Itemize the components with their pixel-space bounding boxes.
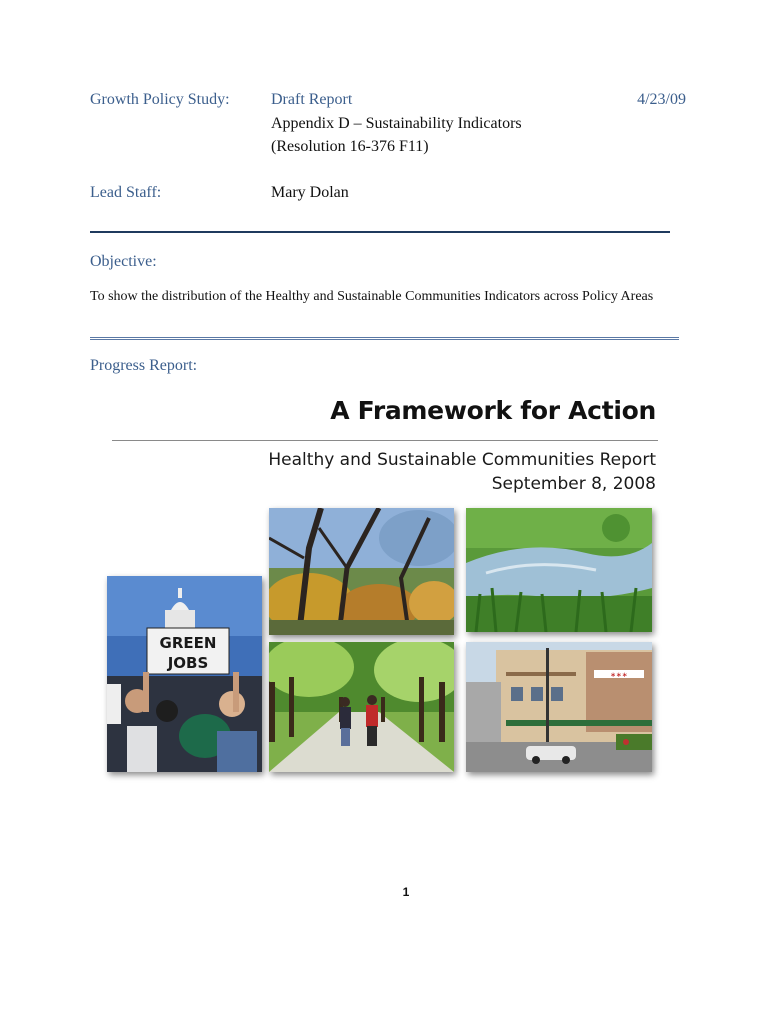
svg-text:JOBS: JOBS xyxy=(167,654,209,672)
section-divider xyxy=(90,231,670,233)
photo-autumn-park xyxy=(269,508,454,635)
progress-label: Progress Report: xyxy=(90,357,198,374)
objective-text: To show the distribution of the Healthy and Sustainable Communities Indicators across Policy Areas xyxy=(90,289,654,304)
svg-text:GREEN: GREEN xyxy=(159,634,217,652)
photo-green-jobs-rally xyxy=(107,576,262,772)
svg-text:∗∗∗: ∗∗∗ xyxy=(610,671,628,679)
double-divider xyxy=(90,337,679,340)
report-date: 4/23/09 xyxy=(637,91,686,108)
photo-walking-path xyxy=(269,642,454,772)
cover-subtitle: Healthy and Sustainable Communities Report xyxy=(268,450,656,470)
resolution-number: (Resolution 16-376 F11) xyxy=(271,138,429,155)
report-type: Draft Report xyxy=(271,91,353,108)
cover-title-rule xyxy=(112,440,658,441)
cover-date: September 8, 2008 xyxy=(491,474,656,494)
cover-title: A Framework for Action xyxy=(330,396,656,425)
lead-staff-label: Lead Staff: xyxy=(90,184,162,201)
study-label: Growth Policy Study: xyxy=(90,91,230,108)
page-number: 1 xyxy=(402,885,410,899)
photo-town-center xyxy=(466,642,652,772)
objective-label: Objective: xyxy=(90,253,157,270)
appendix-title: Appendix D – Sustainability Indicators xyxy=(271,115,522,132)
lead-staff-name: Mary Dolan xyxy=(271,184,349,201)
photo-wetland-pond xyxy=(466,508,652,632)
